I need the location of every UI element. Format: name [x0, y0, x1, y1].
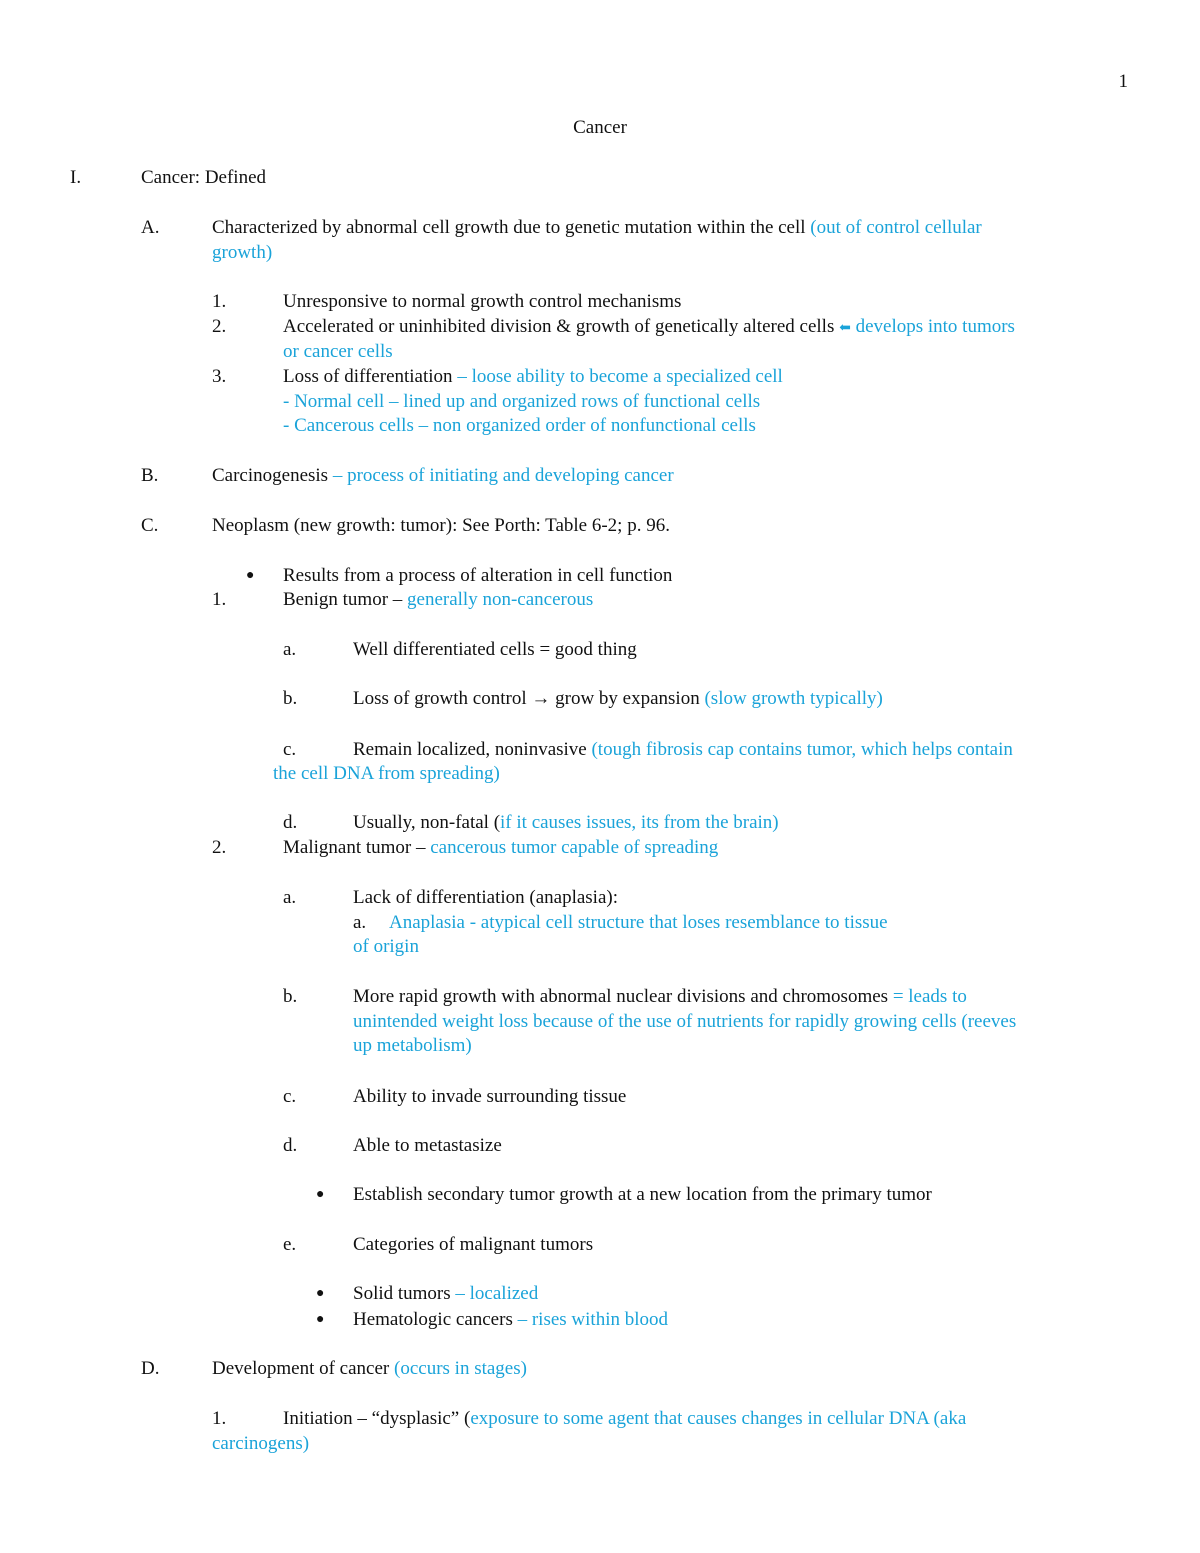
bullet-icon: ● — [316, 1187, 325, 1202]
item-D1-note: exposure to some agent that causes changes in cellular DNA (aka — [470, 1408, 967, 1429]
arrow-left-icon: ⬅ — [839, 321, 851, 336]
item-C2-line — [283, 836, 718, 860]
item-C1c-line — [353, 738, 1013, 762]
item-A2-marker: 2. — [212, 316, 227, 337]
bullet-icon: ● — [316, 1286, 325, 1301]
item-A1-text: Unresponsive to normal growth control mechanisms — [283, 291, 682, 312]
item-C2a-marker: a. — [283, 887, 297, 908]
item-C2e-bullet-hematologic: Hematologic cancers – rises within blood — [353, 1309, 669, 1330]
item-C1-note: generally non-cancerous — [407, 589, 594, 610]
section-heading-I: Cancer: Defined — [141, 167, 267, 188]
item-A-text: Characterized by abnormal cell growth due to genetic mutation within the cell — [212, 217, 811, 238]
item-B-line — [212, 464, 674, 488]
item-A2-note-cont: or cancer cells — [283, 341, 393, 362]
item-C2e-bullet-solid: Solid tumors – localized — [353, 1283, 539, 1304]
item-C2b-note: = leads to — [892, 986, 967, 1007]
item-A2-note: develops into tumors — [850, 316, 1015, 337]
outline-marker-D: D. — [141, 1358, 160, 1379]
bullet-icon: ● — [246, 568, 255, 583]
item-C1b-marker: b. — [283, 688, 298, 709]
item-D1-text: Initiation – “dysplasic” ( — [283, 1408, 471, 1429]
item-C1-marker: 1. — [212, 589, 227, 610]
item-C1c-marker: c. — [283, 739, 297, 760]
item-C-text: Neoplasm (new growth: tumor): See Porth: Table 6-2; p. 96. — [212, 515, 670, 536]
page-number: 1 — [1118, 71, 1128, 92]
item-C1d-line — [353, 811, 779, 835]
item-C1d-marker: d. — [283, 812, 298, 833]
item-C2e-marker: e. — [283, 1234, 297, 1255]
item-C1b-text: Loss of growth control → grow by expansion — [353, 688, 705, 709]
item-D1-line — [283, 1407, 966, 1431]
item-A3-note: – loose ability to become a specialized cell — [457, 366, 783, 387]
item-C1d-note: if it causes issues, its from the brain) — [500, 812, 779, 833]
item-D1-note-cont: carcinogens) — [212, 1433, 310, 1454]
item-C2e-text: Categories of malignant tumors — [353, 1234, 594, 1255]
item-A3-text: Loss of differentiation — [283, 366, 458, 387]
item-C2b-text: More rapid growth with abnormal nuclear divisions and chromosomes — [353, 986, 893, 1007]
item-C2c-text: Ability to invade surrounding tissue — [353, 1086, 627, 1107]
item-C2-marker: 2. — [212, 837, 227, 858]
outline-marker-B: B. — [141, 465, 159, 486]
item-C1a-text: Well differentiated cells = good thing — [353, 639, 637, 660]
item-D1-marker: 1. — [212, 1408, 227, 1429]
item-C2a-sub-note: Anaplasia - atypical cell structure that loses resemblance to tissue — [389, 912, 888, 933]
bullet-icon: ● — [316, 1312, 325, 1327]
item-C1a-marker: a. — [283, 639, 297, 660]
item-B-note: – process of initiating and developing cancer — [332, 465, 674, 486]
item-C2b-note-cont-1: unintended weight loss because of the use of nutrients for rapidly growing cells (reeves — [353, 1011, 1017, 1032]
outline-marker-A: A. — [141, 217, 160, 238]
item-B-text: Carcinogenesis — [212, 465, 333, 486]
item-A3-note-normal: - Normal cell – lined up and organized rows of functional cells — [283, 391, 761, 412]
item-D-note: (occurs in stages) — [394, 1358, 527, 1379]
item-C2b-note-cont-2: up metabolism) — [353, 1035, 472, 1056]
item-A2-text: Accelerated or uninhibited division & growth of genetically altered cells — [283, 316, 840, 337]
outline-marker-C: C. — [141, 515, 159, 536]
item-C2d-bullet-text: Establish secondary tumor growth at a new location from the primary tumor — [353, 1184, 932, 1205]
item-A3-note-cancerous: - Cancerous cells – non organized order of nonfunctional cells — [283, 415, 756, 436]
item-C2a-sub-marker: a. — [353, 912, 367, 933]
item-C2c-marker: c. — [283, 1086, 297, 1107]
item-C1c-text: Remain localized, noninvasive — [353, 739, 592, 760]
item-C1c-note-cont: the cell DNA from spreading) — [273, 763, 500, 784]
item-A-note: (out of control cellular — [810, 217, 982, 238]
item-C1d-text: Usually, non-fatal ( — [353, 812, 501, 833]
item-C1b-line — [353, 687, 883, 711]
item-C2d-marker: d. — [283, 1135, 298, 1156]
item-C2a-text: Lack of differentiation (anaplasia): — [353, 887, 618, 908]
item-C2b-marker: b. — [283, 986, 298, 1007]
item-C1c-note: (tough fibrosis cap contains tumor, which helps contain — [591, 739, 1013, 760]
item-C2a-sub-note-cont: of origin — [353, 936, 419, 957]
item-A-line-1 — [212, 216, 982, 240]
item-C2-text: Malignant tumor – — [283, 837, 431, 858]
item-D-text: Development of cancer — [212, 1358, 394, 1379]
item-A-note-cont: growth) — [212, 242, 273, 263]
item-D-line — [212, 1357, 527, 1381]
document-title: Cancer — [573, 117, 627, 138]
item-C2-note: cancerous tumor capable of spreading — [430, 837, 719, 858]
item-A3-line-1 — [283, 365, 783, 389]
item-C2d-text: Able to metastasize — [353, 1135, 502, 1156]
outline-marker-I: I. — [70, 167, 82, 188]
item-A2-line-1 — [283, 315, 1015, 341]
item-C1-line — [283, 588, 593, 612]
item-C1-text: Benign tumor – — [283, 589, 408, 610]
item-C-bullet-text: Results from a process of alteration in cell function — [283, 565, 673, 586]
item-C2b-line — [353, 985, 967, 1009]
item-C1b-note: (slow growth typically) — [704, 688, 883, 709]
item-A3-marker: 3. — [212, 366, 227, 387]
item-A1-marker: 1. — [212, 291, 227, 312]
